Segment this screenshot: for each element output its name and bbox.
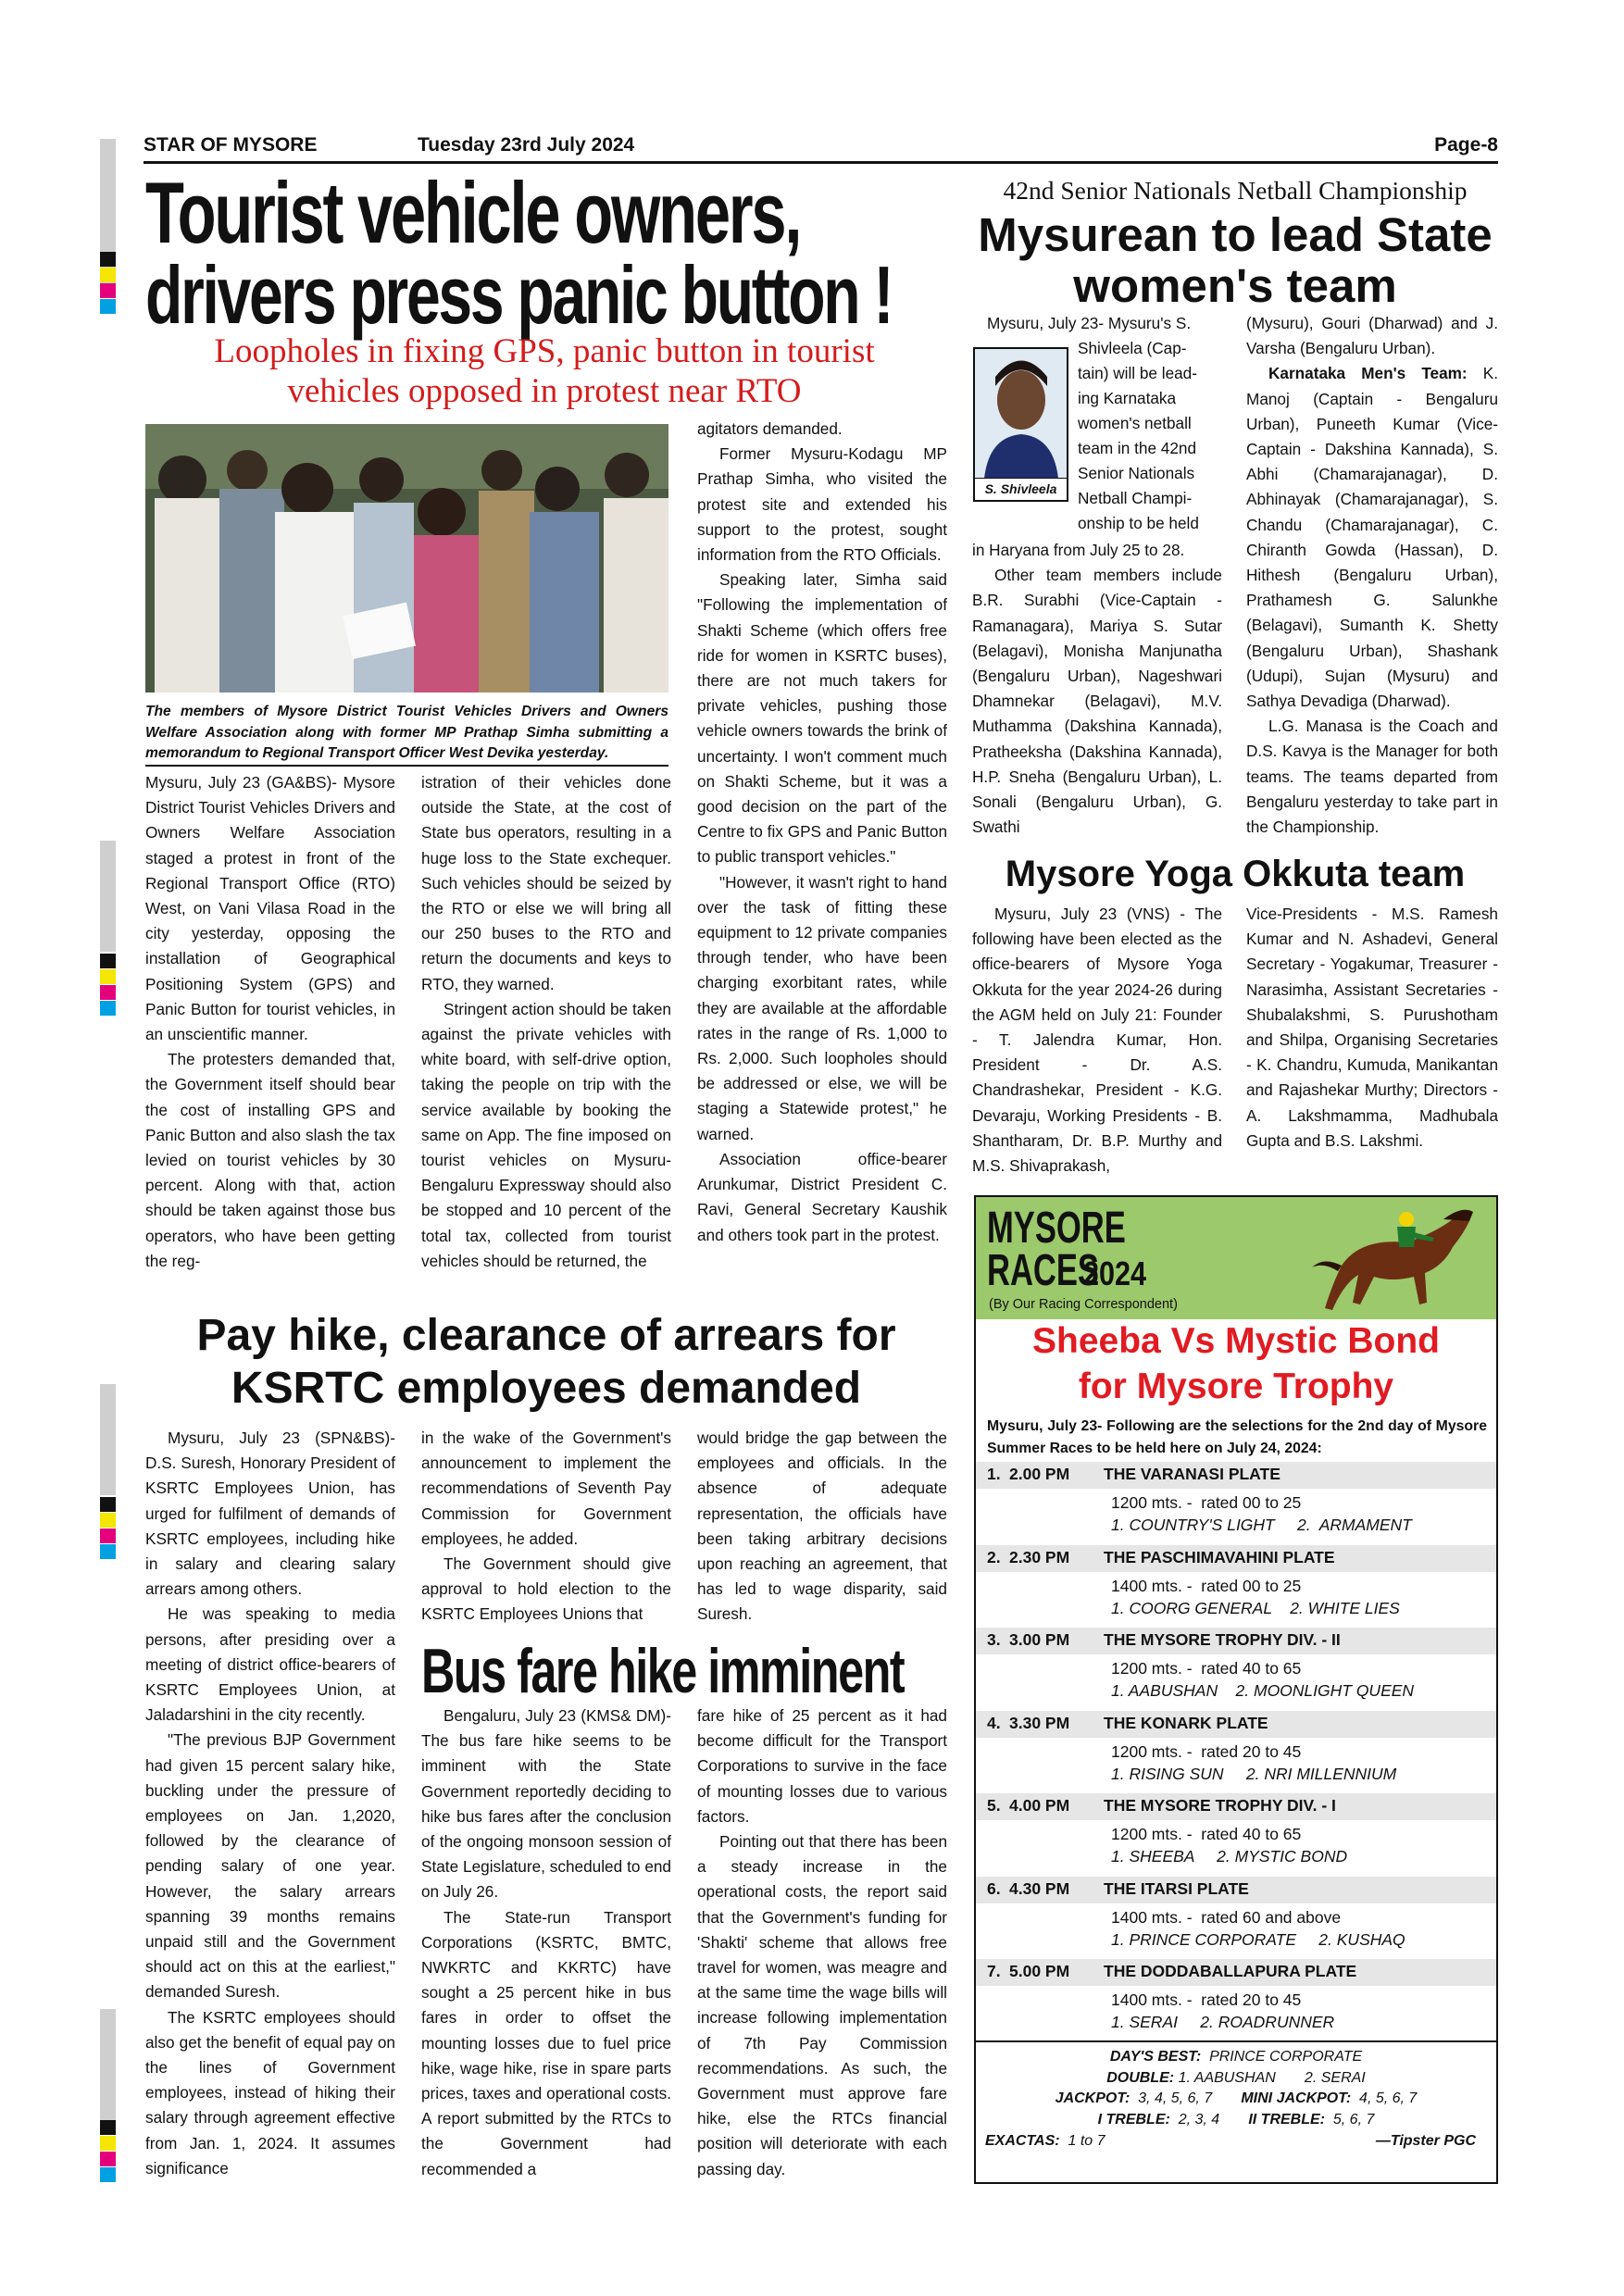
ksrtc-column-2 xyxy=(421,1426,671,1628)
registration-mark xyxy=(100,969,116,984)
races-banner-title-1: MYSORE xyxy=(987,1204,1126,1253)
race-name: THE DODDABALLAPURA PLATE xyxy=(1104,1962,1357,1980)
paragraph: in Haryana from July 25 to 28. xyxy=(972,541,1185,559)
race-time: 2.30 PM xyxy=(1009,1547,1070,1566)
ksrtc-headline-line2: KSRTC employees demanded xyxy=(231,1364,862,1413)
race-time: 3.30 PM xyxy=(1009,1713,1070,1732)
race-distance: 1200 mts. - rated 00 to 25 xyxy=(1111,1493,1302,1512)
race-selections: 1. AABUSHAN 2. MOONLIGHT QUEEN xyxy=(1111,1681,1415,1700)
paragraph: Former Mysuru-Kodagu MP Prathap Simha, who visited the protest site and extended his support to the protest, sought information from the RTO Officials. xyxy=(697,444,947,565)
tourist-headline-line1: Tourist vehicle owners, xyxy=(145,164,801,261)
races-headline-line1: Sheeba Vs Mystic Bond xyxy=(1032,1321,1440,1361)
days-best-value: PRINCE CORPORATE xyxy=(1209,2049,1363,2065)
race-name: THE ITARSI PLATE xyxy=(1104,1878,1249,1898)
caption-underline xyxy=(145,765,668,767)
netball-headline-line2: women's team xyxy=(1073,259,1397,312)
netball-column-1 xyxy=(972,538,1222,843)
race-selections: 1. COUNTRY'S LIGHT 2. ARMAMENT xyxy=(1111,1516,1412,1534)
tourist-column-2 xyxy=(421,770,671,1303)
days-best-line xyxy=(976,2047,1496,2067)
busfare-column-1 xyxy=(421,1703,671,2185)
race-selections: 1. COORG GENERAL 2. WHITE LIES xyxy=(1111,1598,1400,1617)
player-photo xyxy=(973,347,1068,502)
race-details xyxy=(1111,1491,1412,1536)
race-selections: 1. SHEEBA 2. MYSTIC BOND xyxy=(1111,1847,1348,1866)
registration-mark xyxy=(100,2136,116,2151)
race-name: THE PASCHIMAVAHINI PLATE xyxy=(1104,1547,1335,1566)
registration-mark xyxy=(100,1529,116,1543)
races-banner-title-2: RACES xyxy=(987,1246,1099,1295)
text-line: Mysuru, July 23- Mysuru's S. xyxy=(987,314,1192,332)
registration-mark xyxy=(100,1001,116,1016)
paragraph: He was speaking to media persons, after presiding over a meeting of district office-bearers of KSRTC Employees Union, at Jaladarshini in the city recently. xyxy=(145,1604,395,1725)
ksrtc-column-3 xyxy=(697,1426,947,1628)
race-list xyxy=(976,1462,1496,2045)
race-number: 3. xyxy=(987,1630,1001,1649)
masthead xyxy=(144,132,1498,160)
paragraph: would bridge the gap between the employees and officials. In the absence of adequate representation, the officials have been taking arbitrary decisions upon reaching an agreement, that has led to wage disparity, said Suresh. xyxy=(697,1429,947,1624)
ksrtc-column-1 xyxy=(145,1426,395,2185)
jackpot-label: JACKPOT: xyxy=(1055,2090,1131,2106)
registration-mark xyxy=(100,985,116,1000)
paragraph: Other team members include B.R. Surabhi (Vice-Captain - Ramanagara), Mariya S. Sutar (Belagavi), Monisha Manjunatha (Bengaluru Urban), Nageshwari Dhamnekar (Belagavi), M.V. Muthamma (Dakshina Kannada), Pratheeksha (Dakshina Kannada), H.P. Sneha (Bengaluru Urban), L. Sonali (Bengaluru Urban), G. Swathi xyxy=(972,566,1222,837)
race-header xyxy=(976,1711,1496,1738)
paragraph: (Mysuru), Gouri (Dharwad) and J. Varsha (Bengaluru Urban). xyxy=(1246,314,1498,358)
race-header xyxy=(976,1877,1496,1903)
race-selections: 1. PRINCE CORPORATE 2. KUSHAQ xyxy=(1111,1929,1405,1949)
race-selections: 1. RISING SUN 2. NRI MILLENNIUM xyxy=(1111,1764,1397,1783)
paragraph: Mysuru, July 23 (SPN&BS)- D.S. Suresh, Honorary President of KSRTC Employees Union, has urged for fulfilment of demands of KSRTC employees, including hike in salary and clearing salary arrears among others. xyxy=(145,1429,395,1599)
registration-mark xyxy=(100,954,116,968)
race-distance: 1400 mts. - rated 60 and above xyxy=(1111,1907,1342,1927)
registration-mark xyxy=(100,268,116,282)
race-details xyxy=(1111,1906,1405,1951)
races-banner-year: 2024 xyxy=(1083,1254,1147,1292)
registration-strip xyxy=(100,2009,116,2120)
exactas-label: EXACTAS: xyxy=(985,2133,1060,2149)
paragraph: fare hike of 25 percent as it had become difficult for the Transport Corporations to survive in the face of mounting losses due to various factors. xyxy=(697,1706,947,1826)
race-number: 2. xyxy=(987,1547,1001,1566)
exactas-value: 1 to 7 xyxy=(1068,2133,1106,2149)
paragraph: "The previous BJP Government had given 15 percent salary hike, buckling under the pressure of employees on Jan. 1,2020, followed by the clearance of pending salary of one year. However, the salary arrears spanning 39 months remains unpaid still and the Government should act on this at the earliest," demanded Suresh. xyxy=(145,1730,395,2002)
race-number: 4. xyxy=(987,1713,1001,1732)
race-details xyxy=(1111,1741,1396,1785)
paragraph: The protesters demanded that, the Government itself should bear the cost of installing GPS and Panic Button and also slash the tax levied on tourist vehicles by 30 percent. Along with that, action should be taken against those bus operators, who have been getting the reg- xyxy=(145,1050,395,1270)
ksrtc-headline-line1: Pay hike, clearance of arrears for xyxy=(196,1311,896,1360)
paragraph: Mysuru, July 23 (GA&BS)- Mysore District Tourist Vehicles Drivers and Owners Welfare Association staged a protest in front of the Regional Transport Office (RTO) West, on Vani Vilasa Road in the city yesterday, opposing the installation of Geographical Positioning System (GPS) and Panic Button for tourist vehicles, in an unscientific manner. xyxy=(145,773,395,1044)
race-details xyxy=(1111,1657,1414,1702)
race-details xyxy=(1111,1989,1334,2033)
race-name: THE VARANASI PLATE xyxy=(1104,1465,1280,1483)
race-distance: 1200 mts. - rated 40 to 65 xyxy=(1111,1825,1302,1843)
tourist-subheadline-line2: vehicles opposed in protest near RTO xyxy=(287,372,802,410)
text-line: Shivleela (Cap- xyxy=(1078,339,1187,357)
race-selections: 1. SERAI 2. ROADRUNNER xyxy=(1111,2013,1335,2031)
tourist-column-1 xyxy=(145,770,395,1303)
paragraph: The KSRTC employees should also get the benefit of equal pay on the lines of Government employees, instead of hiking their salary through agreement effective from Jan. 1, 2024. It assumes significance xyxy=(145,2007,395,2177)
registration-mark xyxy=(100,299,116,314)
netball-column-2 xyxy=(1246,311,1498,843)
race-distance: 1200 mts. - rated 40 to 65 xyxy=(1111,1659,1302,1678)
paragraph: The Government should give approval to hold election to the KSRTC Employees Unions that xyxy=(421,1554,671,1624)
race-details xyxy=(1111,1575,1400,1619)
race-distance: 1200 mts. - rated 20 to 45 xyxy=(1111,1741,1302,1761)
paragraph: istration of their vehicles done outside the State, at the cost of State bus operators, resulting in a huge loss to the State exchequer. Such vehicles should be seized by the RTO or else we will bring all our 250 buses to the RTO and return the documents and keys to RTO, they warned. xyxy=(421,773,671,993)
registration-mark xyxy=(100,2152,116,2166)
text-line: ing Karnataka xyxy=(1078,389,1177,407)
races-headline-line2: for Mysore Trophy xyxy=(1078,1366,1394,1406)
registration-mark xyxy=(100,2120,116,2135)
races-intro: Mysuru, July 23- Following are the selections for the 2nd day of Mysore Summer Races to be held here on July 24, 2024: xyxy=(987,1418,1487,1456)
race-header xyxy=(976,1545,1496,1572)
races-box xyxy=(974,1195,1498,2184)
racing-correspondent: (By Our Racing Correspondent) xyxy=(989,1297,1178,1312)
race-header xyxy=(976,1628,1496,1654)
paragraph: Mysuru, July 23 (VNS) - The following have been elected as the office-bearers of Mysore Yoga Okkuta for the year 2024-26 during the AGM held on July 21: Founder - T. Jalendra Kumar, Hon. President - Dr. A.S. Chandrashekar, President - K.G. Devaraju, Working Presidents - B. Shantharam, Dr. B.P. Murthy and M.S. Shivaprakash, xyxy=(972,905,1222,1176)
protest-photo xyxy=(145,424,668,693)
registration-strip xyxy=(100,1384,116,1495)
race-time: 3.00 PM xyxy=(1009,1630,1070,1649)
race-number: 7. xyxy=(987,1962,1001,1980)
registration-mark xyxy=(100,2167,116,2182)
text-line: Netball Champi- xyxy=(1078,489,1193,507)
race-distance: 1400 mts. - rated 00 to 25 xyxy=(1111,1576,1302,1595)
mini-jackpot-value: 4, 5, 6, 7 xyxy=(1359,2090,1418,2106)
paragraph: L.G. Manasa is the Coach and D.S. Kavya is the Manager for both teams. The teams departed from Bengaluru yesterday to take part in the Championship. xyxy=(1246,717,1498,837)
horse-racing-icon xyxy=(1305,1201,1490,1316)
registration-mark xyxy=(100,283,116,298)
yoga-headline: Mysore Yoga Okkuta team xyxy=(1005,854,1466,894)
page-number: Page-8 xyxy=(1434,134,1498,156)
paragraph: Pointing out that there has been a steady increase in the operational costs, the report said that the Government's funding for 'Shakti' scheme that allows free travel for women, was meagre and at the same time the wage bills will increase following implementation of 7th Pay Commission recommendations. As such, the Government must approve fare hike, else the RTCs financial position will deteriorate with each passing day. xyxy=(697,1832,947,2178)
race-number: 5. xyxy=(987,1796,1001,1815)
race-name: THE MYSORE TROPHY DIV. - I xyxy=(1104,1796,1336,1815)
race-time: 4.00 PM xyxy=(1009,1796,1070,1815)
busfare-column-2 xyxy=(697,1703,947,2185)
double-value: 1. AABUSHAN 2. SERAI xyxy=(1178,2070,1366,2086)
registration-mark xyxy=(100,1513,116,1528)
registration-strip xyxy=(100,841,116,952)
treble-2-value: 5, 6, 7 xyxy=(1332,2112,1375,2128)
paragraph: Bengaluru, July 23 (KMS& DM)- The bus fare hike seems to be imminent with the State Government reportedly deciding to hike bus fares after the conclusion of the ongoing monsoon session of State Legislature, scheduled to end on July 26. xyxy=(421,1706,671,1902)
mini-jackpot-label: MINI JACKPOT: xyxy=(1241,2090,1352,2106)
paragraph: in the wake of the Government's announcement to implement the recommendations of Seventh Pay Commission for Government employees, he added. xyxy=(421,1429,671,1548)
tipster: —Tipster PGC xyxy=(1375,2133,1476,2149)
registration-mark xyxy=(100,1497,116,1512)
double-label: DOUBLE: xyxy=(1106,2070,1175,2086)
treble-line xyxy=(976,2110,1496,2130)
tourist-column-3 xyxy=(697,417,947,1303)
paragraph: Association office-bearer Arunkumar, District President C. Ravi, General Secretary Kaushik and others took part in the protest. xyxy=(697,1149,947,1244)
registration-mark xyxy=(100,1544,116,1559)
issue-date: Tuesday 23rd July 2024 xyxy=(418,134,635,156)
paper-name: STAR OF MYSORE xyxy=(144,134,318,156)
treble-1-value: 2, 3, 4 xyxy=(1178,2112,1220,2128)
text-line: women's netball xyxy=(1078,414,1192,432)
paragraph: The State-run Transport Corporations (KSRTC, BMTC, NWKRTC and KKRTC) have sought a 25 percent hike in bus fares in order to offset the mounting losses due to fuel price hike, wage hike, rise in spare parts prices, taxes and operational costs. A report submitted by the RTCs to the Government had recommended a xyxy=(421,1907,671,2178)
race-header xyxy=(976,1959,1496,1986)
races-banner xyxy=(976,1197,1496,1319)
treble-2-label: II TREBLE: xyxy=(1248,2112,1325,2128)
paragraph: Speaking later, Simha said "Following the implementation of Shakti Scheme (which offers free ride for women in KSRTC buses), there are not much takers for private vehicles, pushing those vehicle owners towards the brink of uncertainty. I won't comment much on Shakti Scheme, but it was a good decision on the part of the Centre to fix GPS and Panic Button to public transport vehicles." xyxy=(697,570,947,867)
race-distance: 1400 mts. - rated 20 to 45 xyxy=(1111,1990,1302,2009)
double-line xyxy=(976,2068,1496,2089)
text-line: tain) will be lead- xyxy=(1078,364,1197,382)
paragraph: "However, it wasn't right to hand over the task of fitting these equipment to 12 private companies through tender, who have been charging exorbitant rates, while they are available at the affordable rates in the range of Rs. 1,000 to Rs. 2,000. Such loopholes should be addressed or else, we will be staging a Statewide protest," he warned. xyxy=(697,872,947,1143)
tourist-headline-line2: drivers press panic button ! xyxy=(145,249,893,341)
jackpot-value: 3, 4, 5, 6, 7 xyxy=(1138,2090,1213,2106)
race-name: THE MYSORE TROPHY DIV. - II xyxy=(1104,1630,1341,1649)
treble-1-label: I TREBLE: xyxy=(1097,2112,1170,2128)
text-line: Senior Nationals xyxy=(1078,464,1195,482)
player-photo-caption: S. Shivleela xyxy=(975,478,1067,500)
tourist-subheadline-line1: Loopholes in fixing GPS, panic button in tourist xyxy=(214,332,875,370)
race-number: 6. xyxy=(987,1878,1001,1898)
paragraph: Karnataka Men's Team: K. Manoj (Captain - Bengaluru Urban), Puneeth Kumar (Vice-Captain - Dakshina Kannada), S. Abhi (Chamarajanagar), D. Abhinayak (Chamarajanagar), S. Chandu (Chamarajanagar), C. Chiranth Gowda (Hassan), D. Hithesh (Bengaluru Urban), Prathamesh G. Salunkhe (Belagavi), Sumanth K. Shetty (Bengaluru Urban), Shashank (Udupi), Sujan (Mysuru) and Sathya Devadiga (Dharwad). xyxy=(1246,364,1498,711)
paragraph: agitators demanded. xyxy=(697,419,843,438)
text-line: team in the 42nd xyxy=(1078,439,1197,457)
paragraph: Vice-Presidents - M.S. Ramesh Kumar and N. Ashadevi, General Secretary - Yogakumar, Treasurer - Narasimha, Assistant Secretaries - Shubalakshmi, S. Purushotham and Shilpa, Organising Secretaries - K. Chandru, Kumuda, Manikantan and Rajashekar Murthy; Directors - A. Lakshmamma, Madhubala Gupta and B.S. Lakshmi. xyxy=(1246,905,1498,1150)
yoga-column-2 xyxy=(1246,902,1498,1179)
race-header xyxy=(976,1462,1496,1489)
registration-mark xyxy=(100,252,116,267)
busfare-headline: Bus fare hike imminent xyxy=(421,1636,905,1706)
yoga-column-1 xyxy=(972,902,1222,1179)
races-divider xyxy=(976,2040,1496,2042)
race-time: 4.30 PM xyxy=(1009,1878,1070,1898)
jackpot-line xyxy=(976,2089,1496,2109)
days-best-label: DAY'S BEST: xyxy=(1109,2049,1202,2065)
race-time: 2.00 PM xyxy=(1009,1465,1070,1483)
text-line: onship to be held xyxy=(1078,514,1199,532)
photo-caption: The members of Mysore District Tourist Vehicles Drivers and Owners Welfare Association along with former MP Prathap Simha submitting a memorandum to Regional Transport Officer West Devika yesterday. xyxy=(145,704,668,761)
mens-team-label: Karnataka Men's Team: xyxy=(1268,364,1468,383)
race-header xyxy=(976,1793,1496,1820)
race-details xyxy=(1111,1823,1347,1867)
race-time: 5.00 PM xyxy=(1009,1962,1070,1980)
race-name: THE KONARK PLATE xyxy=(1104,1713,1268,1732)
netball-kicker: 42nd Senior Nationals Netball Championship xyxy=(1003,176,1468,205)
netball-headline-line1: Mysurean to lead State xyxy=(978,208,1493,261)
paragraph: Stringent action should be taken against the private vehicles with white board, with self-drive option, taking the people on trip with the service available by booking the same on App. The fine imposed on tourist vehicles on Mysuru-Bengaluru Expressway should also be stopped and 10 percent of the total tax, collected from tourist vehicles should be returned, the xyxy=(421,999,671,1270)
race-number: 1. xyxy=(987,1465,1001,1483)
